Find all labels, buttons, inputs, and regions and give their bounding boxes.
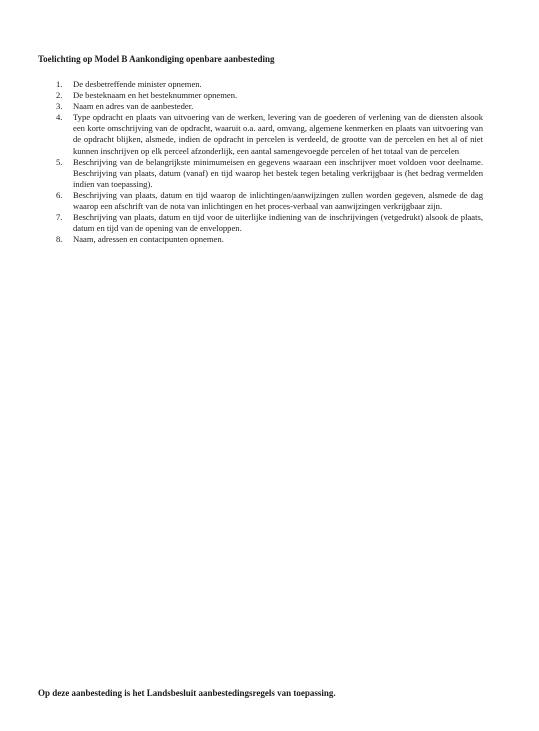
list-item-number: 7. xyxy=(56,212,63,223)
footer-note: Op deze aanbesteding is het Landsbesluit aanbestedingsregels van toepassing. xyxy=(38,688,336,698)
list-item xyxy=(56,157,483,190)
list-item xyxy=(56,101,483,112)
list-item-text: Beschrijving van plaats, datum en tijd voor de uiterlijke indiening van de inschrijvingen (vetgedrukt) alsook de plaats, datum en tijd van de opening van de enveloppen. xyxy=(73,212,483,234)
list-item-number: 6. xyxy=(56,189,63,200)
list-item-number: 4. xyxy=(56,112,63,123)
list-item-number: 5. xyxy=(56,156,63,167)
list-item-text: De besteknaam en het besteknummer opnemen. xyxy=(73,90,238,101)
list-item xyxy=(56,112,483,156)
list-item xyxy=(56,234,483,245)
list-item-number: 2. xyxy=(56,90,63,101)
list-item-number: 3. xyxy=(56,101,63,112)
list-item-text: Naam, adressen en contactpunten opnemen. xyxy=(73,234,224,245)
list-item-number: 1. xyxy=(56,79,63,89)
list-item-text: Naam en adres van de aanbesteder. xyxy=(73,101,194,112)
list-item xyxy=(56,212,483,234)
list-item-text: De desbetreffende minister opnemen. xyxy=(73,79,202,89)
list-item-number: 8. xyxy=(56,234,63,245)
document-title: Toelichting op Model B Aankondiging openbare aanbesteding xyxy=(38,54,275,64)
list-item xyxy=(56,90,483,101)
instruction-list xyxy=(56,79,483,245)
list-item-text: Type opdracht en plaats van uitvoering van de werken, levering van de goederen of verlening van de diensten alsook een korte omschrijving van de opdracht, waaruit o.a. aard, omvang, algemene kenmerken en plaats van uitvoering van de opdracht blijken, alsmede, indien de opdracht in percelen is verdeeld, de grootte van de percelen en het al of niet kunnen inschrijven op elk perceel afzonderlijk, een aantal samengevoegde percelen of het totaal van de percelen xyxy=(73,112,483,156)
list-item xyxy=(56,190,483,212)
list-item-text: Beschrijving van plaats, datum en tijd waarop de inlichtingen/aanwijzingen zullen worden gegeven, alsmede de dag waarop een afschrift van de nota van inlichtingen en het proces-verbaal van aanwijzingen verkrijgbaar zijn. xyxy=(73,189,483,212)
list-item xyxy=(56,79,483,90)
list-item-text: Beschrijving van de belangrijkste minimumeisen en gegevens waaraan een inschrijver moet voldoen voor deelname. Beschrijving van plaats, datum (vanaf) en tijd waarop het bestek tegen betaling verkrijgbaar is (het bedrag vermelden indien van toepassing). xyxy=(73,156,483,189)
